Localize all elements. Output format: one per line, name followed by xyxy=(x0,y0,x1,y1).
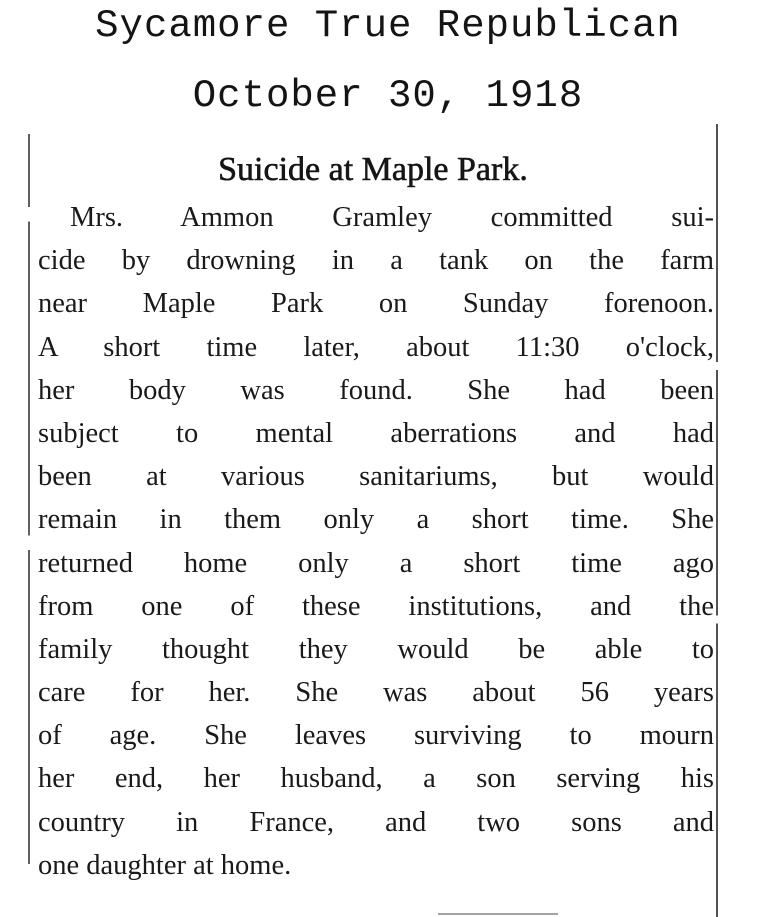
article-body xyxy=(38,196,714,887)
article-line: been at various sanitariums, but would xyxy=(38,461,714,493)
article-line: her end, her husband, a son serving his xyxy=(38,763,714,795)
publication-title: Sycamore True Republican xyxy=(95,4,681,48)
article-headline: Suicide at Maple Park. xyxy=(218,151,528,188)
article-line: returned home only a short time ago xyxy=(38,547,714,579)
clipping-bottom-edge xyxy=(438,913,558,915)
article-line: from one of these institutions, and the xyxy=(38,590,714,622)
article-line: Mrs. Ammon Gramley committed sui- xyxy=(70,202,714,233)
article-line: near Maple Park on Sunday forenoon. xyxy=(38,288,714,320)
article-line: cide by drowning in a tank on the farm xyxy=(38,245,714,277)
article-line: country in France, and two sons and xyxy=(38,806,714,838)
newspaper-clipping xyxy=(28,124,718,917)
article-line: remain in them only a short time. She xyxy=(38,504,714,536)
article-line: care for her. She was about 56 years xyxy=(38,677,714,709)
article-line: of age. She leaves surviving to mourn xyxy=(38,720,714,752)
publication-date: October 30, 1918 xyxy=(192,74,584,118)
article-line: her body was found. She had been xyxy=(38,374,714,406)
clipping-left-edge xyxy=(28,134,30,864)
article-line: subject to mental aberrations and had xyxy=(38,417,714,449)
clipping-right-edge xyxy=(716,124,718,917)
article-line: A short time later, about 11:30 o'clock, xyxy=(38,331,714,363)
article-line: family thought they would be able to xyxy=(38,633,714,665)
article-line: one daughter at home. xyxy=(38,849,292,881)
